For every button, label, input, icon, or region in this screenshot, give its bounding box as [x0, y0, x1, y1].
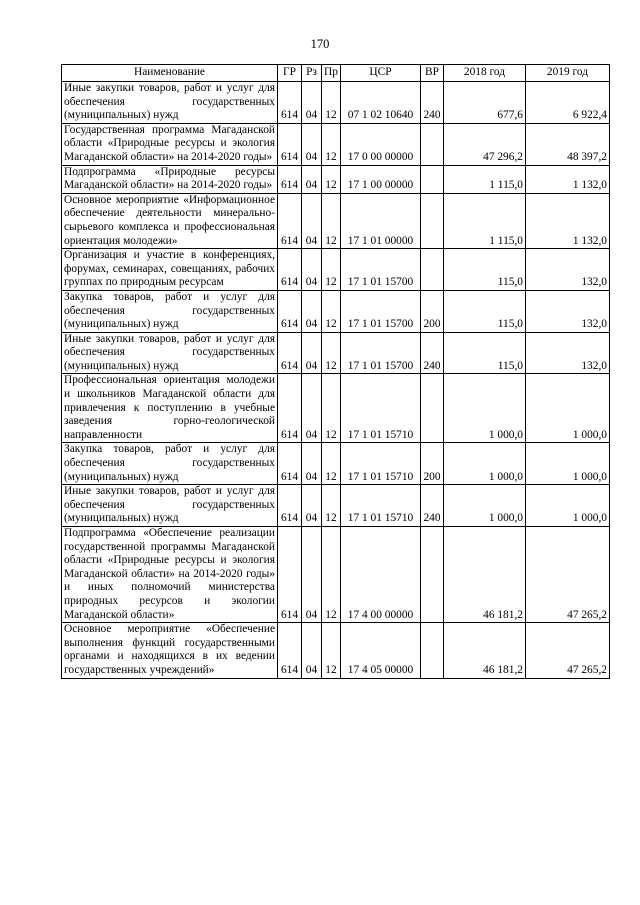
- cell-csr: 07 1 02 10640: [341, 82, 421, 124]
- cell-csr: 17 4 05 00000: [341, 623, 421, 678]
- table-row: [62, 290, 610, 332]
- cell-rz: 04: [302, 82, 322, 124]
- cell-pr: 12: [322, 82, 341, 124]
- header-gr: ГР: [278, 65, 302, 82]
- cell-name: Основное мероприятие «Обеспечение выполнения функций государственными органами и находящихся в их ведении государственных учреждений»: [62, 623, 278, 678]
- cell-pr: 12: [322, 290, 341, 332]
- cell-gr: 614: [278, 165, 302, 193]
- table-row: [62, 623, 610, 678]
- table-body: [62, 82, 610, 679]
- page-number: 170: [310, 37, 330, 51]
- cell-rz: 04: [302, 527, 322, 623]
- cell-name: Иные закупки товаров, работ и услуг для обеспечения государственных (муниципальных) нужд: [62, 82, 278, 124]
- cell-2019: 6 922,4: [526, 82, 610, 124]
- cell-csr: 17 1 00 00000: [341, 165, 421, 193]
- cell-2019: 1 132,0: [526, 193, 610, 248]
- cell-name: Закупка товаров, работ и услуг для обеспечения государственных (муниципальных) нужд: [62, 290, 278, 332]
- table-row: [62, 374, 610, 443]
- cell-rz: 04: [302, 443, 322, 485]
- cell-2019: 1 132,0: [526, 165, 610, 193]
- cell-vr: [421, 374, 444, 443]
- budget-table: [61, 64, 610, 679]
- cell-rz: 04: [302, 623, 322, 678]
- cell-2018: 1 000,0: [444, 485, 526, 527]
- cell-pr: 12: [322, 193, 341, 248]
- cell-vr: 240: [421, 332, 444, 374]
- cell-2019: 132,0: [526, 249, 610, 291]
- table-row: [62, 82, 610, 124]
- cell-2018: 46 181,2: [444, 623, 526, 678]
- cell-gr: 614: [278, 290, 302, 332]
- cell-2019: 1 000,0: [526, 374, 610, 443]
- cell-2019: 132,0: [526, 332, 610, 374]
- table-row: [62, 485, 610, 527]
- cell-2018: 115,0: [444, 249, 526, 291]
- cell-2018: 115,0: [444, 290, 526, 332]
- table-row: [62, 332, 610, 374]
- cell-csr: 17 1 01 15710: [341, 485, 421, 527]
- header-csr: ЦСР: [341, 65, 421, 82]
- cell-2018: 1 115,0: [444, 165, 526, 193]
- table-header-row: [62, 65, 610, 82]
- cell-2019: 1 000,0: [526, 485, 610, 527]
- cell-vr: 240: [421, 82, 444, 124]
- cell-pr: 12: [322, 485, 341, 527]
- header-pr: Пр: [322, 65, 341, 82]
- cell-pr: 12: [322, 527, 341, 623]
- cell-gr: 614: [278, 527, 302, 623]
- table-row: [62, 165, 610, 193]
- cell-vr: [421, 193, 444, 248]
- cell-name: Подпрограмма «Обеспечение реализации государственной программы Магаданской области «Природные ресурсы и экология Магаданской области» на 2014-2020 годы» и иных полномочий министерства природных ресурсов и экологии Магаданской области»: [62, 527, 278, 623]
- cell-rz: 04: [302, 165, 322, 193]
- cell-name: Иные закупки товаров, работ и услуг для обеспечения государственных (муниципальных) нужд: [62, 332, 278, 374]
- cell-gr: 614: [278, 374, 302, 443]
- cell-rz: 04: [302, 290, 322, 332]
- cell-name: Основное мероприятие «Информационное обеспечение деятельности минерально-сырьевого комплекса и профессиональная ориентация молодежи»: [62, 193, 278, 248]
- cell-vr: [421, 165, 444, 193]
- cell-2019: 132,0: [526, 290, 610, 332]
- cell-2018: 46 181,2: [444, 527, 526, 623]
- cell-gr: 614: [278, 443, 302, 485]
- cell-rz: 04: [302, 249, 322, 291]
- cell-csr: 17 1 01 15710: [341, 443, 421, 485]
- table-row: [62, 193, 610, 248]
- cell-name: Профессиональная ориентация молодежи и школьников Магаданской области для привлечения к поступлению в учебные заведения горно-геологической направленности: [62, 374, 278, 443]
- cell-2018: 1 000,0: [444, 374, 526, 443]
- cell-2018: 1 115,0: [444, 193, 526, 248]
- cell-csr: 17 1 01 15700: [341, 332, 421, 374]
- table-row: [62, 123, 610, 165]
- cell-gr: 614: [278, 123, 302, 165]
- cell-name: Закупка товаров, работ и услуг для обеспечения государственных (муниципальных) нужд: [62, 443, 278, 485]
- cell-rz: 04: [302, 332, 322, 374]
- cell-pr: 12: [322, 249, 341, 291]
- cell-name: Государственная программа Магаданской области «Природные ресурсы и экология Магаданской области» на 2014-2020 годы»: [62, 123, 278, 165]
- cell-gr: 614: [278, 193, 302, 248]
- cell-2018: 1 000,0: [444, 443, 526, 485]
- cell-name: Организация и участие в конференциях, форумах, семинарах, совещаниях, рабочих группах по природным ресурсам: [62, 249, 278, 291]
- cell-vr: [421, 123, 444, 165]
- table-row: [62, 527, 610, 623]
- cell-csr: 17 1 01 00000: [341, 193, 421, 248]
- cell-pr: 12: [322, 623, 341, 678]
- cell-vr: [421, 249, 444, 291]
- cell-vr: [421, 527, 444, 623]
- cell-csr: 17 1 01 15700: [341, 249, 421, 291]
- cell-gr: 614: [278, 82, 302, 124]
- cell-vr: 240: [421, 485, 444, 527]
- cell-2018: 677,6: [444, 82, 526, 124]
- cell-vr: [421, 623, 444, 678]
- cell-pr: 12: [322, 332, 341, 374]
- cell-csr: 17 4 00 00000: [341, 527, 421, 623]
- cell-vr: 200: [421, 443, 444, 485]
- cell-2019: 48 397,2: [526, 123, 610, 165]
- cell-csr: 17 1 01 15700: [341, 290, 421, 332]
- cell-2019: 47 265,2: [526, 623, 610, 678]
- cell-vr: 200: [421, 290, 444, 332]
- cell-gr: 614: [278, 485, 302, 527]
- table-row: [62, 443, 610, 485]
- cell-rz: 04: [302, 374, 322, 443]
- cell-csr: 17 0 00 00000: [341, 123, 421, 165]
- cell-name: Подпрограмма «Природные ресурсы Магаданской области» на 2014-2020 годы»: [62, 165, 278, 193]
- cell-2018: 115,0: [444, 332, 526, 374]
- cell-gr: 614: [278, 623, 302, 678]
- cell-csr: 17 1 01 15710: [341, 374, 421, 443]
- cell-pr: 12: [322, 165, 341, 193]
- cell-pr: 12: [322, 123, 341, 165]
- cell-rz: 04: [302, 485, 322, 527]
- header-rz: Рз: [302, 65, 322, 82]
- cell-rz: 04: [302, 193, 322, 248]
- header-name: Наименование: [62, 65, 278, 82]
- cell-2019: 1 000,0: [526, 443, 610, 485]
- header-vr: ВР: [421, 65, 444, 82]
- cell-gr: 614: [278, 332, 302, 374]
- cell-2019: 47 265,2: [526, 527, 610, 623]
- header-2019: 2019 год: [526, 65, 610, 82]
- header-2018: 2018 год: [444, 65, 526, 82]
- cell-gr: 614: [278, 249, 302, 291]
- table-row: [62, 249, 610, 291]
- cell-pr: 12: [322, 443, 341, 485]
- cell-pr: 12: [322, 374, 341, 443]
- cell-name: Иные закупки товаров, работ и услуг для обеспечения государственных (муниципальных) нужд: [62, 485, 278, 527]
- cell-2018: 47 296,2: [444, 123, 526, 165]
- cell-rz: 04: [302, 123, 322, 165]
